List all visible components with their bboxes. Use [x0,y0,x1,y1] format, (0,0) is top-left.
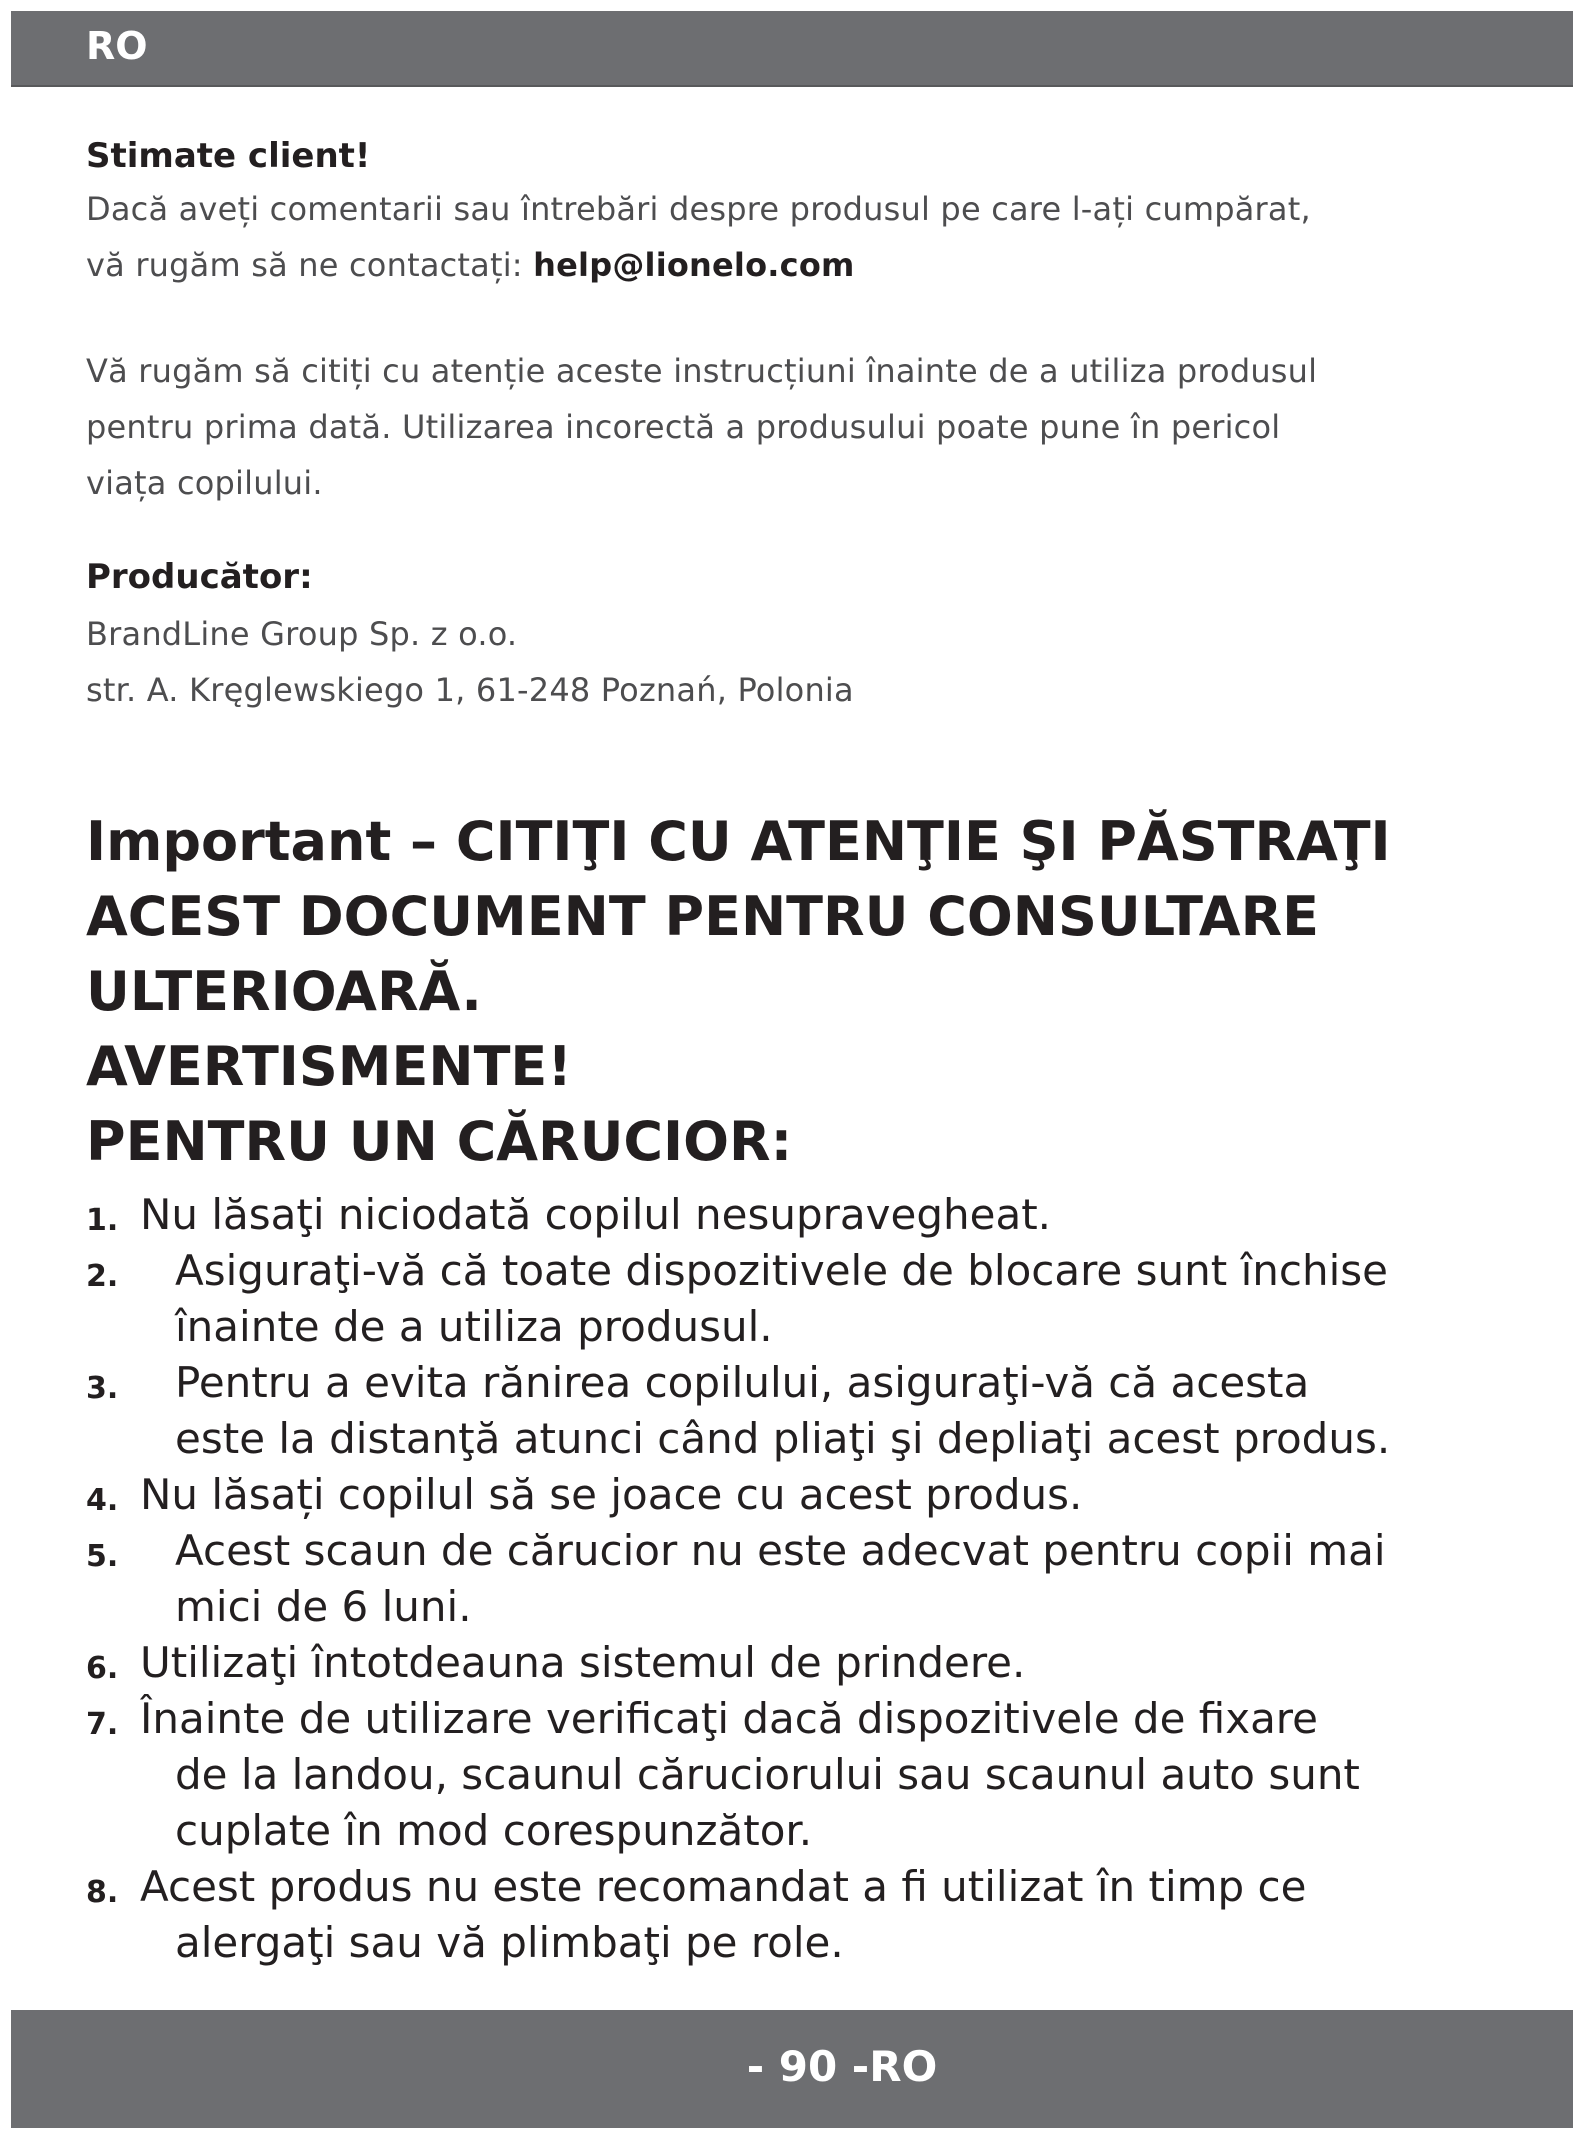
list-item-text: mici de 6 luni. [175,1582,472,1631]
list-item-text: Utilizaţi întotdeauna sistemul de prindere. [140,1638,1026,1687]
list-number: 5. [86,1539,119,1574]
list-item-text: alergaţi sau vă plimbaţi pe role. [175,1918,844,1967]
list-item-text: Asiguraţi-vă că toate dispozitivele de blocare sunt închise [175,1246,1388,1295]
contact-line-1: Dacă aveți comentarii sau întrebări despre produsul pe care l-ați cumpărat, [86,189,1311,228]
warning-line-5: PENTRU UN CĂRUCIOR: [86,1110,793,1173]
producer-company: BrandLine Group Sp. z o.o. [86,614,518,653]
list-item-text: Pentru a evita rănirea copilului, asiguraţi-vă că acesta [175,1358,1310,1407]
producer-title: Producător: [86,556,313,597]
list-item [86,1187,1506,1243]
list-item-text: este la distanţă atunci când pliaţi şi depliaţi acest produs. [175,1414,1391,1463]
list-number: 2. [86,1259,119,1294]
list-item [86,1243,1506,1355]
contact-line-2 [86,237,1486,293]
list-item-text: cuplate în mod corespunzător. [175,1806,813,1855]
list-item-text: Acest produs nu este recomandat a fi utilizat în timp ce [140,1862,1307,1911]
list-number: 6. [86,1651,119,1686]
intro-section [86,136,1486,718]
language-code: RO [86,24,148,68]
list-item-text: Nu lăsați copilul să se joace cu acest produs. [140,1470,1083,1519]
warnings-list [86,1187,1506,1971]
list-item [86,1355,1506,1467]
list-item-text: înainte de a utiliza produsul. [175,1302,773,1351]
list-item-text: Acest scaun de cărucior nu este adecvat pentru copii mai [175,1526,1386,1575]
header-bar [11,11,1573,87]
list-item-text: Înainte de utilizare verificaţi dacă dispozitivele de fixare [140,1694,1318,1743]
read-instructions-line-3: viața copilului. [86,463,323,502]
list-item [86,1691,1506,1859]
contact-prefix: vă rugăm să ne contactați: [86,245,534,284]
warning-line-1: Important – CITIŢI CU ATENŢIE ŞI PĂSTRAŢI [86,810,1391,873]
producer-address: str. A. Kręglewskiego 1, 61-248 Poznań, Polonia [86,670,854,709]
list-number: 4. [86,1483,119,1518]
page-number: - 90 -RO [746,2042,938,2091]
list-item [86,1859,1506,1971]
list-number: 8. [86,1875,119,1910]
read-instructions-line-2: pentru prima dată. Utilizarea incorectă a produsului poate pune în pericol [86,407,1281,446]
list-number: 7. [86,1707,119,1742]
list-item-text: de la landou, scaunul căruciorului sau scaunul auto sunt [175,1750,1360,1799]
list-number: 3. [86,1371,119,1406]
list-item [86,1523,1506,1635]
warning-line-3: ULTERIOARĂ. [86,960,482,1023]
footer-bar [11,2010,1573,2128]
greeting: Stimate client! [86,136,371,176]
contact-email: help@lionelo.com [533,245,855,284]
warning-heading [86,804,1516,1179]
warning-line-2: ACEST DOCUMENT PENTRU CONSULTARE [86,885,1320,948]
list-item [86,1467,1506,1523]
list-item-text: Nu lăsaţi niciodată copilul nesupravegheat. [140,1190,1052,1239]
warning-line-4: AVERTISMENTE! [86,1035,572,1098]
list-number: 1. [86,1203,119,1238]
list-item [86,1635,1506,1691]
read-instructions-line-1: Vă rugăm să citiți cu atenție aceste instrucțiuni înainte de a utiliza produsul [86,351,1318,390]
